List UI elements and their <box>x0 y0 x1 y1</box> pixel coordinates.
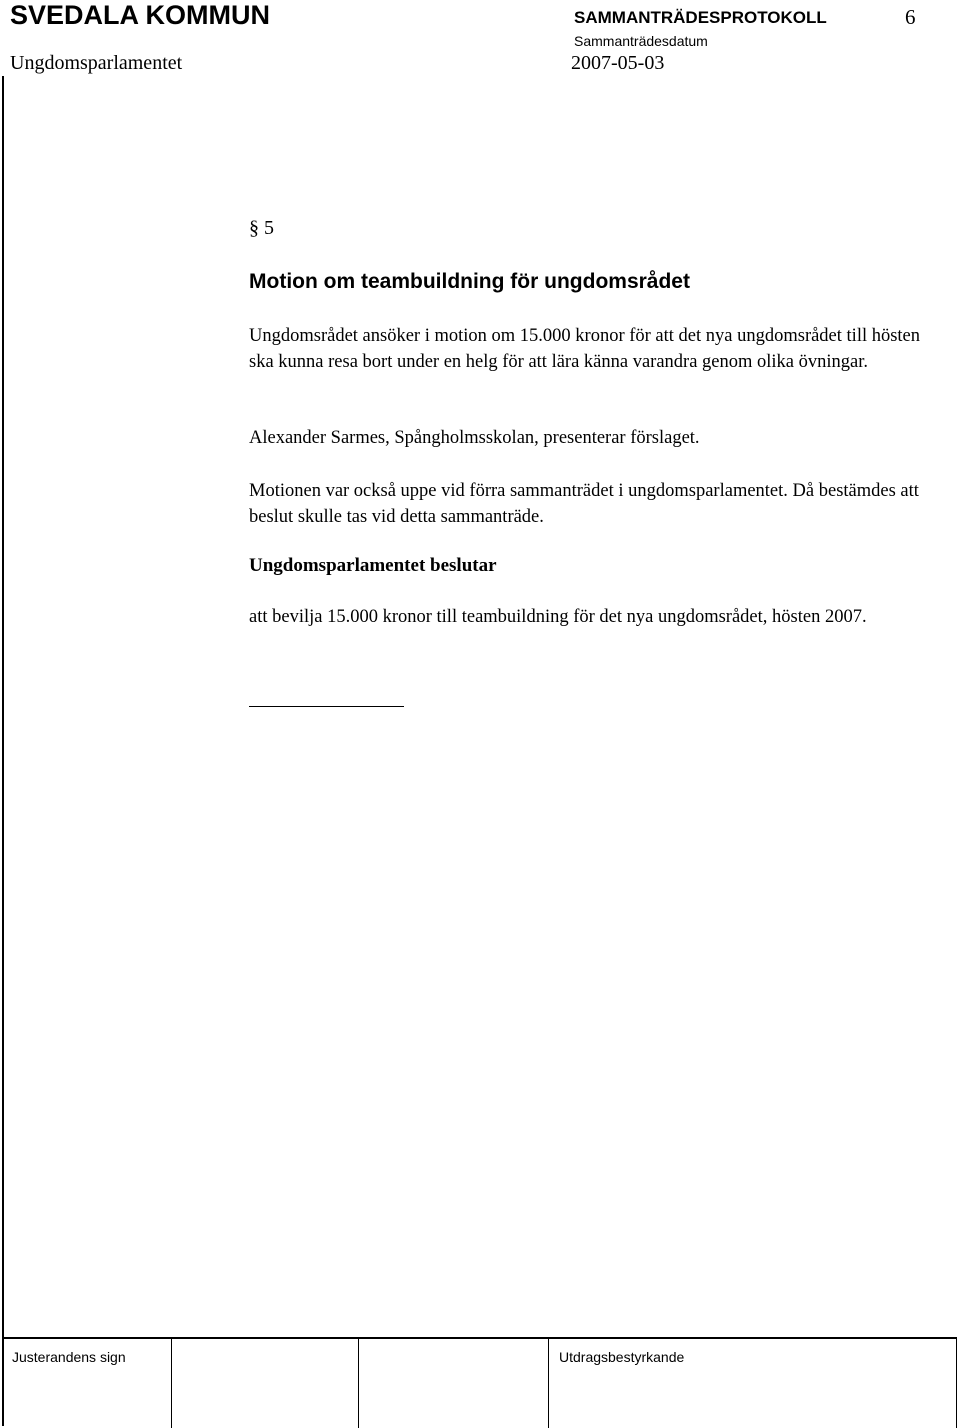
paragraph-motion: Ungdomsrådet ansöker i motion om 15.000 kronor för att det nya ungdomsrådet till hösten ska kunna resa bort under en helg för att lära känna varandra genom olika övningar. <box>249 326 921 372</box>
footer-label: Justerandens sign <box>12 1349 126 1365</box>
decision-heading: Ungdomsparlamentet beslutar <box>249 555 497 576</box>
footer-cell-empty <box>172 1339 359 1428</box>
page-number: 6 <box>905 5 916 29</box>
paragraph-presenter: Alexander Sarmes, Spångholmsskolan, presenterar förslaget. <box>249 428 700 448</box>
paragraph-previous-meeting: Motionen var också uppe vid förra sammanträdet i ungdomsparlamentet. Då bestämdes att beslut skulle tas vid detta sammanträde. <box>249 481 919 527</box>
body-name: Ungdomsparlamentet <box>10 52 183 74</box>
footer-cell-utdragsbestyrkande <box>549 1339 957 1428</box>
footer-cell-justerandens-sign <box>2 1339 172 1428</box>
signature-footer <box>2 1337 957 1428</box>
section-title: Motion om teambuildning för ungdomsrådet <box>249 270 690 293</box>
footer-cell-empty <box>359 1339 549 1428</box>
footer-label: Utdragsbestyrkande <box>559 1349 685 1365</box>
protocol-title: SAMMANTRÄDESPROTOKOLL <box>574 8 827 27</box>
date-label: Sammanträdesdatum <box>574 33 708 49</box>
meeting-date: 2007-05-03 <box>571 52 665 74</box>
section-number: § 5 <box>249 217 274 239</box>
left-margin-rule <box>2 76 4 1426</box>
end-of-section-rule <box>249 706 404 707</box>
organization-name: SVEDALA KOMMUN <box>10 0 270 30</box>
decision-text: att bevilja 15.000 kronor till teambuildning för det nya ungdomsrådet, hösten 2007. <box>249 607 867 627</box>
